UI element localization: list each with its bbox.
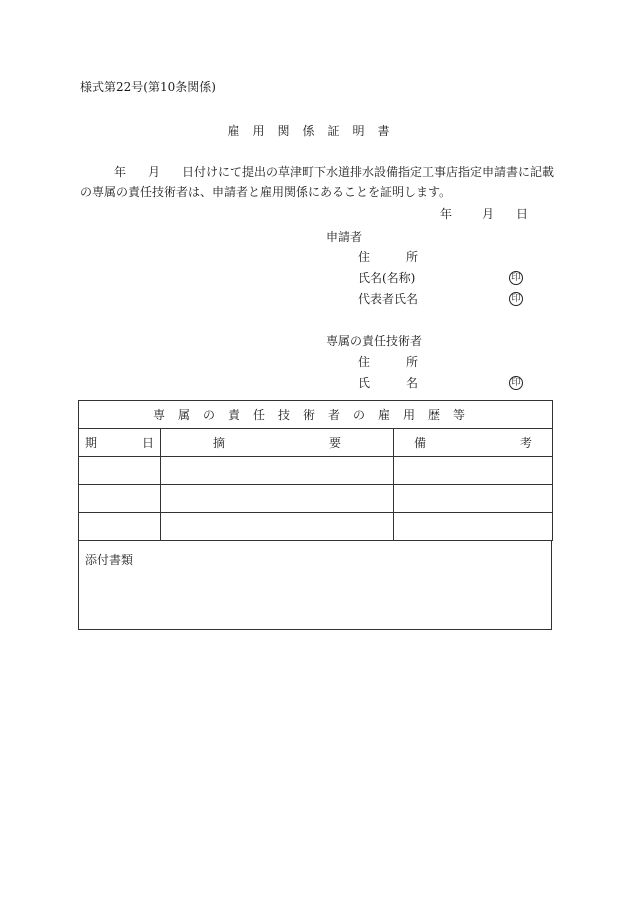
applicant-address-label: 住 所 [358, 250, 419, 264]
engineer-seal-icon: 印 [509, 376, 523, 390]
remarks-cell[interactable] [394, 513, 553, 541]
engineer-name-label: 氏 名 [358, 376, 419, 390]
col-summary-header: 摘 要 [161, 429, 394, 457]
body-line-2: の専属の責任技術者は、申請者と雇用関係にあることを証明します。 [80, 185, 452, 199]
certification-date [440, 207, 528, 221]
summary-cell[interactable] [161, 513, 394, 541]
applicant-heading: 申請者 [326, 230, 363, 244]
table-row [79, 513, 553, 541]
date-month: 月 [482, 207, 495, 221]
attachments-box[interactable] [78, 541, 552, 630]
date-cell[interactable] [79, 513, 161, 541]
remarks-cell[interactable] [394, 485, 553, 513]
rep-seal-icon: 印 [509, 292, 523, 306]
col-remarks-header: 備 考 [394, 429, 553, 457]
body-year: 年 [114, 165, 127, 179]
remarks-cell[interactable] [394, 457, 553, 485]
body-line-1 [80, 165, 560, 179]
date-cell[interactable] [79, 485, 161, 513]
attachments-label: 添付書類 [85, 553, 134, 567]
summary-cell[interactable] [161, 485, 394, 513]
applicant-name-label: 氏名(名称) [358, 271, 416, 285]
date-year: 年 [440, 207, 453, 221]
summary-cell[interactable] [161, 457, 394, 485]
applicant-rep-label: 代表者氏名 [358, 292, 419, 306]
employment-history-table [78, 400, 553, 541]
date-day: 日 [516, 207, 529, 221]
table-row [79, 457, 553, 485]
form-number: 様式第22号(第10条関係) [80, 80, 216, 94]
col-date-header: 期 日 [79, 429, 161, 457]
document-title: 雇用関係証明書 [227, 124, 403, 138]
applicant-seal-icon: 印 [509, 271, 523, 285]
engineer-heading: 専属の責任技術者 [326, 334, 423, 348]
body-line1-text: 日付けにて提出の草津町下水道排水設備指定工事店指定申請書に記載 [182, 165, 555, 179]
history-table-title: 専属の責任技術者の雇用歴等 [79, 401, 553, 429]
date-cell[interactable] [79, 457, 161, 485]
engineer-address-label: 住 所 [358, 355, 419, 369]
table-row [79, 485, 553, 513]
body-month: 月 [148, 165, 161, 179]
history-table-header [79, 429, 553, 457]
